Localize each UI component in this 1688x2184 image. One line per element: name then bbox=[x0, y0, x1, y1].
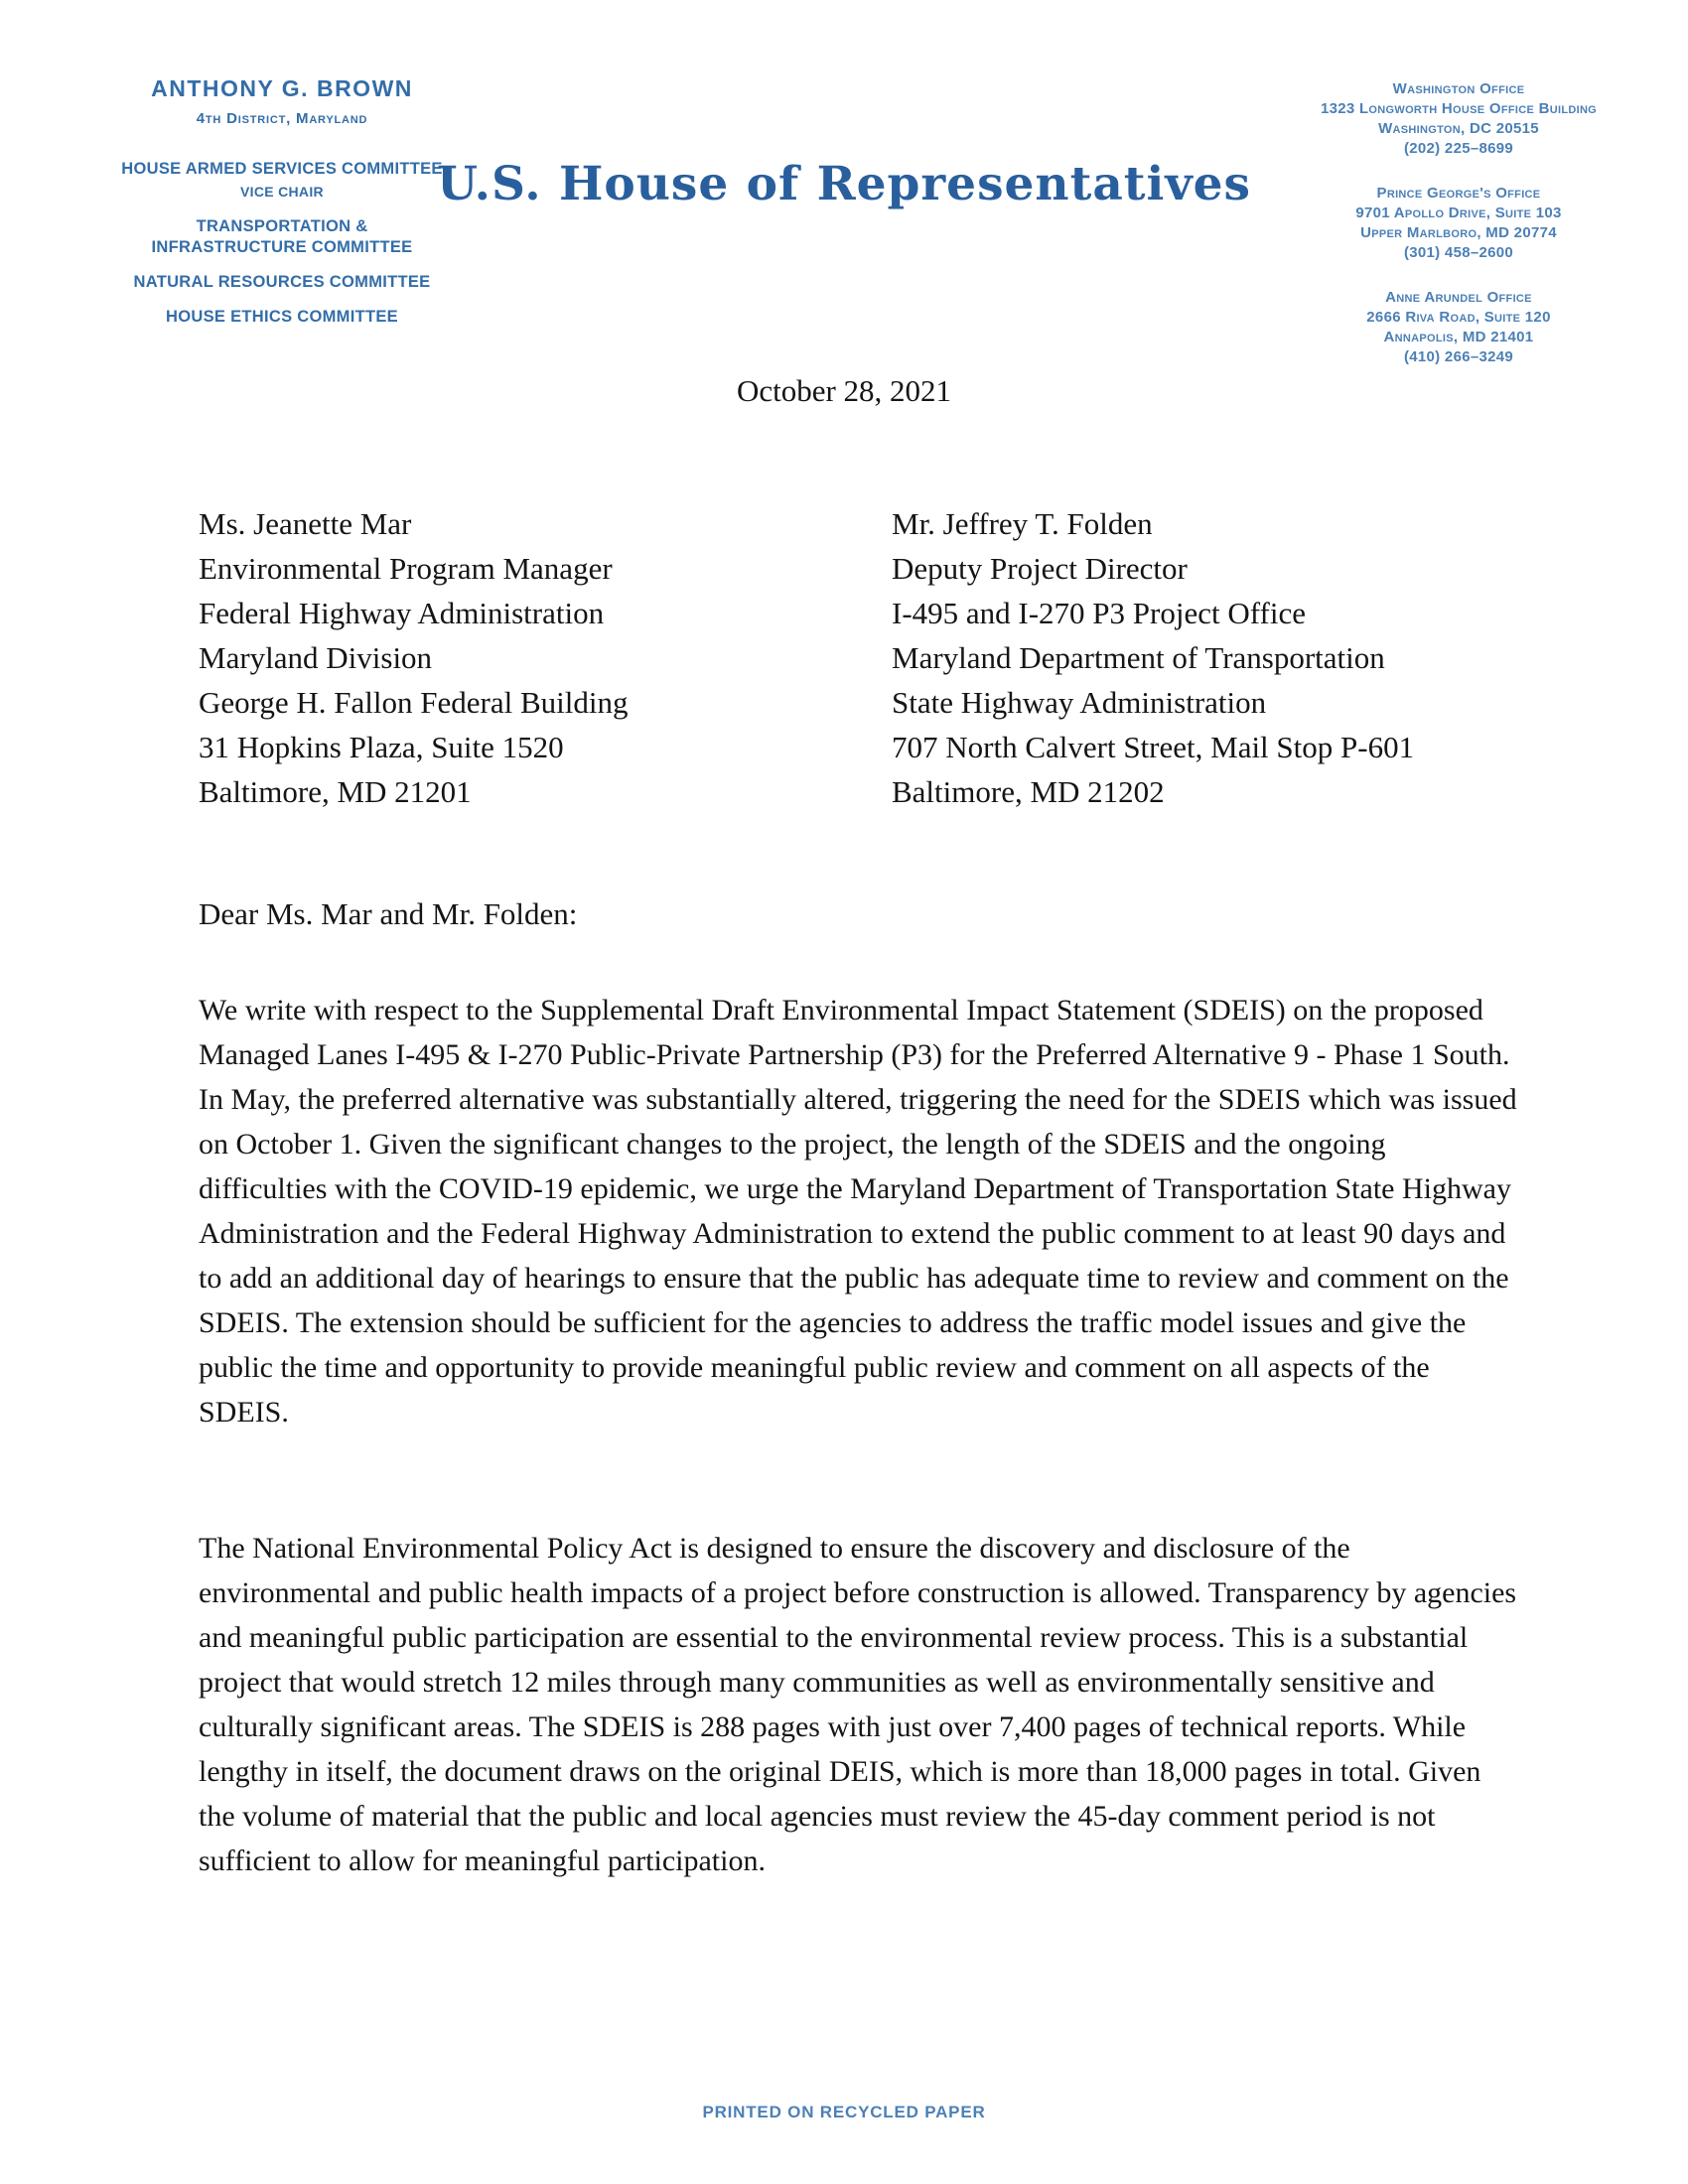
office-address-line: Washington, DC 20515 bbox=[1378, 120, 1539, 137]
body-paragraph-2: The National Environmental Policy Act is designed to ensure the discovery and disclosure of the environmental and public health impacts of a project before construction is allowed. Transparency by agencies and meaningful public participation are essential to the environmental review process. This is a substantial project that would stretch 12 miles through many communities as well as environmentally sensitive and culturally significant areas. The SDEIS is 288 pages with just over 7,400 pages of technical reports. While lengthy in itself, the document draws on the original DEIS, which is more than 18,000 pages in total. Given the volume of material that the public and local agencies must review the 45-day comment period is not sufficient to allow for meaningful participation. bbox=[199, 1532, 1517, 1877]
committee-transportation-infrastructure bbox=[58, 216, 506, 258]
office-address-line: (202) 225–8699 bbox=[1403, 140, 1514, 157]
office-address bbox=[1239, 99, 1678, 159]
member-district: 4th District, Maryland bbox=[196, 110, 368, 127]
committee-title: HOUSE ARMED SERVICES COMMITTEE bbox=[121, 160, 443, 178]
recipient-address-line: George H. Fallon Federal Building bbox=[199, 685, 629, 720]
recipient-address-line: 707 North Calvert Street, Mail Stop P-601 bbox=[892, 730, 1415, 764]
recipient-address-line: Baltimore, MD 21201 bbox=[199, 774, 472, 809]
office-name: Washington Office bbox=[1392, 80, 1525, 97]
office-address-line: 1323 Longworth House Office Building bbox=[1320, 100, 1598, 117]
office-washington bbox=[1239, 79, 1678, 159]
recipient-address-line: Environmental Program Manager bbox=[199, 551, 613, 586]
recipient-address-line: Maryland Division bbox=[199, 640, 433, 675]
recipient-address-line: Baltimore, MD 21202 bbox=[892, 774, 1165, 809]
salutation: Dear Ms. Mar and Mr. Folden: bbox=[199, 896, 578, 931]
recipient-address-line: I-495 and I-270 P3 Project Office bbox=[892, 596, 1306, 630]
recipient-address-line: 31 Hopkins Plaza, Suite 1520 bbox=[199, 730, 564, 764]
office-address-line: Upper Marlboro, MD 20774 bbox=[1360, 224, 1557, 241]
committee-house-ethics bbox=[58, 307, 506, 328]
office-name: Prince George's Office bbox=[1376, 185, 1541, 202]
recipient-address-line: Mr. Jeffrey T. Folden bbox=[892, 506, 1153, 541]
member-name: ANTHONY G. BROWN bbox=[151, 75, 413, 101]
office-name: Anne Arundel Office bbox=[1385, 289, 1532, 306]
office-address-line: Annapolis, MD 21401 bbox=[1383, 329, 1534, 345]
committee-natural-resources bbox=[58, 272, 506, 293]
office-address bbox=[1239, 308, 1678, 367]
body-paragraph-1: We write with respect to the Supplemental Draft Environmental Impact Statement (SDEIS) on the proposed Managed Lanes I-495 & I-270 Public-Private Partnership (P3) for the Preferred Alternative 9 - Phase 1 South. In May, the preferred alternative was substantially altered, triggering the need for the SDEIS which was issued on October 1. Given the significant changes to the project, the length of the SDEIS and the ongoing difficulties with the COVID-19 epidemic, we urge the Maryland Department of Transportation State Highway Administration and the Federal Highway Administration to extend the public comment to at least 90 days and to add an additional day of hearings to ensure that the public has adequate time to review and comment on the SDEIS. The extension should be sufficient for the agencies to address the traffic model issues and give the public the time and opportunity to provide meaningful public review and comment on all aspects of the SDEIS. bbox=[199, 994, 1517, 1429]
letterhead-offices-block bbox=[1239, 79, 1678, 392]
office-address-line: (301) 458–2600 bbox=[1403, 244, 1514, 261]
office-address-line: 2666 Riva Road, Suite 120 bbox=[1366, 309, 1551, 326]
recipient-block-mar bbox=[199, 501, 629, 814]
recipient-address-line: Federal Highway Administration bbox=[199, 596, 605, 630]
committee-role-vice-chair: VICE CHAIR bbox=[240, 184, 324, 200]
recipient-address-line: Maryland Department of Transportation bbox=[892, 640, 1385, 675]
office-address-line: 9701 Apollo Drive, Suite 103 bbox=[1355, 205, 1562, 221]
committee-title: NATURAL RESOURCES COMMITTEE bbox=[133, 273, 431, 291]
recipient-address-line: Ms. Jeanette Mar bbox=[199, 506, 412, 541]
office-address-line: (410) 266–3249 bbox=[1403, 348, 1514, 365]
recipient-block-folden bbox=[892, 501, 1414, 814]
office-anne-arundel bbox=[1239, 288, 1678, 367]
recipient-address-line: Deputy Project Director bbox=[892, 551, 1188, 586]
letter-date: October 28, 2021 bbox=[736, 373, 952, 408]
office-prince-georges bbox=[1239, 184, 1678, 263]
committee-title-line1: TRANSPORTATION & bbox=[196, 217, 368, 235]
committee-title: HOUSE ETHICS COMMITTEE bbox=[166, 308, 398, 326]
recycled-paper-note: PRINTED ON RECYCLED PAPER bbox=[702, 2103, 986, 2121]
office-address bbox=[1239, 204, 1678, 263]
recipient-address-line: State Highway Administration bbox=[892, 685, 1267, 720]
committee-title-line2: INFRASTRUCTURE COMMITTEE bbox=[151, 238, 413, 256]
letterhead-title: U.S. House of Representatives bbox=[436, 157, 1252, 211]
